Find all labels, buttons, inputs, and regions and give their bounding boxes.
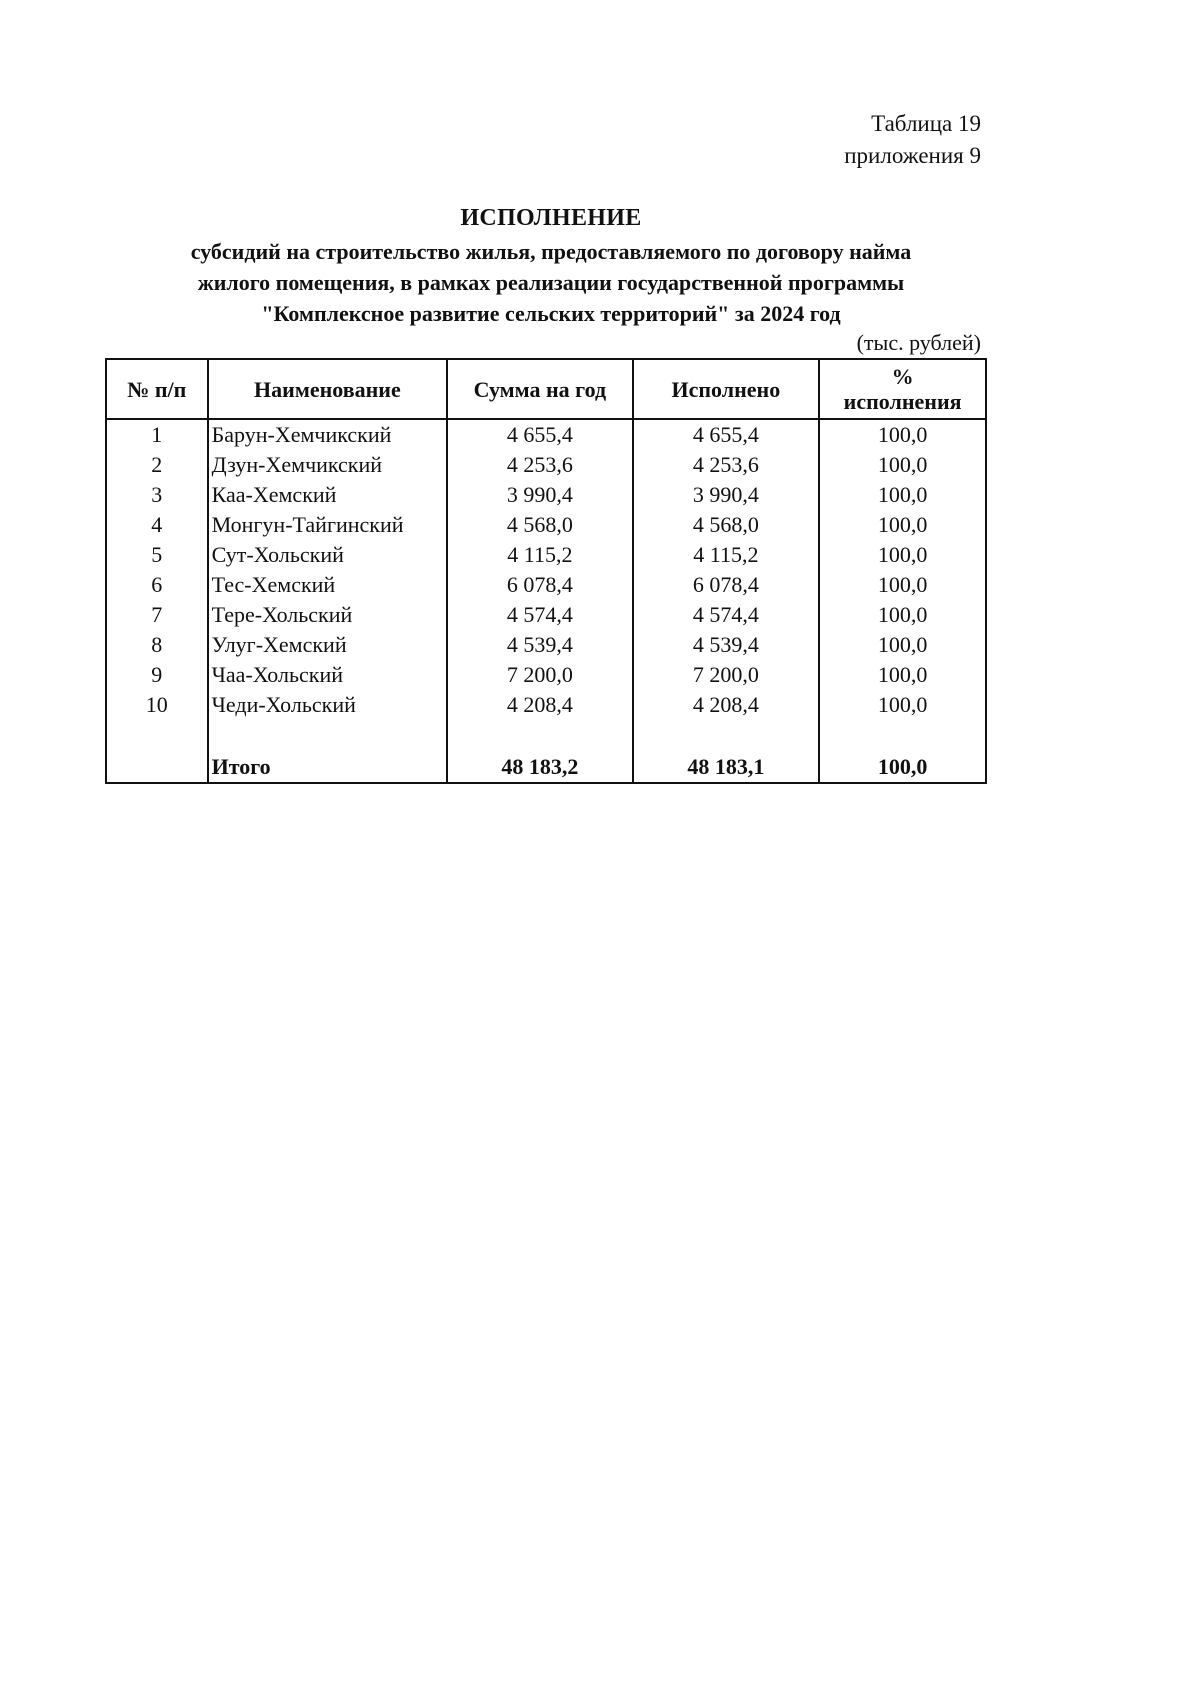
row-number: 7 (106, 600, 208, 630)
column-header-number: № п/п (106, 359, 208, 419)
total-number (106, 752, 208, 783)
column-header-name: Наименование (208, 359, 448, 419)
subtitle-line: субсидий на строительство жилья, предоставляемого по договору найма (190, 239, 912, 264)
row-number: 4 (106, 510, 208, 540)
total-done: 48 183,1 (633, 752, 820, 783)
row-number: 5 (106, 540, 208, 570)
spacer-cell (208, 720, 448, 752)
total-label: Итого (208, 752, 448, 783)
table-row (106, 419, 986, 450)
row-sum: 6 078,4 (447, 570, 632, 600)
row-done: 4 253,6 (633, 450, 820, 480)
row-percent: 100,0 (819, 600, 986, 630)
row-sum: 4 568,0 (447, 510, 632, 540)
row-done: 4 115,2 (633, 540, 820, 570)
row-sum: 4 539,4 (447, 630, 632, 660)
table-row (106, 450, 986, 480)
row-name: Улуг-Хемский (208, 630, 448, 660)
row-percent: 100,0 (819, 630, 986, 660)
row-number: 3 (106, 480, 208, 510)
subtitle-line: "Комплексное развитие сельских территорий" за 2024 год (261, 301, 841, 326)
row-number: 6 (106, 570, 208, 600)
table-reference: Таблица 19 (871, 111, 981, 136)
row-done: 6 078,4 (633, 570, 820, 600)
spacer-row (106, 720, 986, 752)
row-percent: 100,0 (819, 450, 986, 480)
row-name: Дзун-Хемчикский (208, 450, 448, 480)
row-done: 4 568,0 (633, 510, 820, 540)
row-done: 4 539,4 (633, 630, 820, 660)
row-name: Чаа-Хольский (208, 660, 448, 690)
row-sum: 4 115,2 (447, 540, 632, 570)
subtitle-line: жилого помещения, в рамках реализации государственной программы (197, 270, 905, 295)
row-number: 10 (106, 690, 208, 720)
table-header-row (106, 359, 986, 419)
column-header-sum: Сумма на год (447, 359, 632, 419)
row-done: 3 990,4 (633, 480, 820, 510)
row-name: Барун-Хемчикский (208, 419, 448, 450)
spacer-cell (819, 720, 986, 752)
table-row (106, 600, 986, 630)
total-percent: 100,0 (819, 752, 986, 783)
spacer-cell (633, 720, 820, 752)
table-row (106, 510, 986, 540)
row-sum: 7 200,0 (447, 660, 632, 690)
row-name: Тере-Хольский (208, 600, 448, 630)
row-sum: 3 990,4 (447, 480, 632, 510)
table-row (106, 660, 986, 690)
row-percent: 100,0 (819, 480, 986, 510)
percent-sign: % (891, 364, 914, 389)
document-subtitle (120, 236, 982, 329)
row-name: Чеди-Хольский (208, 690, 448, 720)
column-header-done: Исполнено (633, 359, 820, 419)
table-row (106, 630, 986, 660)
row-sum: 4 208,4 (447, 690, 632, 720)
units-label: (тыс. рублей) (856, 330, 981, 355)
appendix-reference: приложения 9 (844, 143, 981, 168)
row-done: 4 208,4 (633, 690, 820, 720)
row-sum: 4 655,4 (447, 419, 632, 450)
row-percent: 100,0 (819, 419, 986, 450)
row-done: 7 200,0 (633, 660, 820, 690)
document-title: ИСПОЛНЕНИЕ (460, 205, 642, 231)
table-row (106, 690, 986, 720)
row-number: 8 (106, 630, 208, 660)
row-percent: 100,0 (819, 570, 986, 600)
column-header-percent (819, 359, 986, 419)
row-name: Тес-Хемский (208, 570, 448, 600)
table-row (106, 480, 986, 510)
table-row (106, 540, 986, 570)
total-row (106, 752, 986, 783)
row-percent: 100,0 (819, 660, 986, 690)
execution-table (105, 358, 987, 784)
row-percent: 100,0 (819, 540, 986, 570)
row-done: 4 655,4 (633, 419, 820, 450)
row-sum: 4 253,6 (447, 450, 632, 480)
row-percent: 100,0 (819, 690, 986, 720)
percent-word: исполнения (843, 389, 962, 414)
row-sum: 4 574,4 (447, 600, 632, 630)
row-number: 2 (106, 450, 208, 480)
spacer-cell (447, 720, 632, 752)
total-sum: 48 183,2 (447, 752, 632, 783)
row-name: Монгун-Тайгинский (208, 510, 448, 540)
table-row (106, 570, 986, 600)
row-name: Каа-Хемский (208, 480, 448, 510)
row-percent: 100,0 (819, 510, 986, 540)
row-done: 4 574,4 (633, 600, 820, 630)
row-name: Сут-Хольский (208, 540, 448, 570)
spacer-cell (106, 720, 208, 752)
row-number: 1 (106, 419, 208, 450)
row-number: 9 (106, 660, 208, 690)
